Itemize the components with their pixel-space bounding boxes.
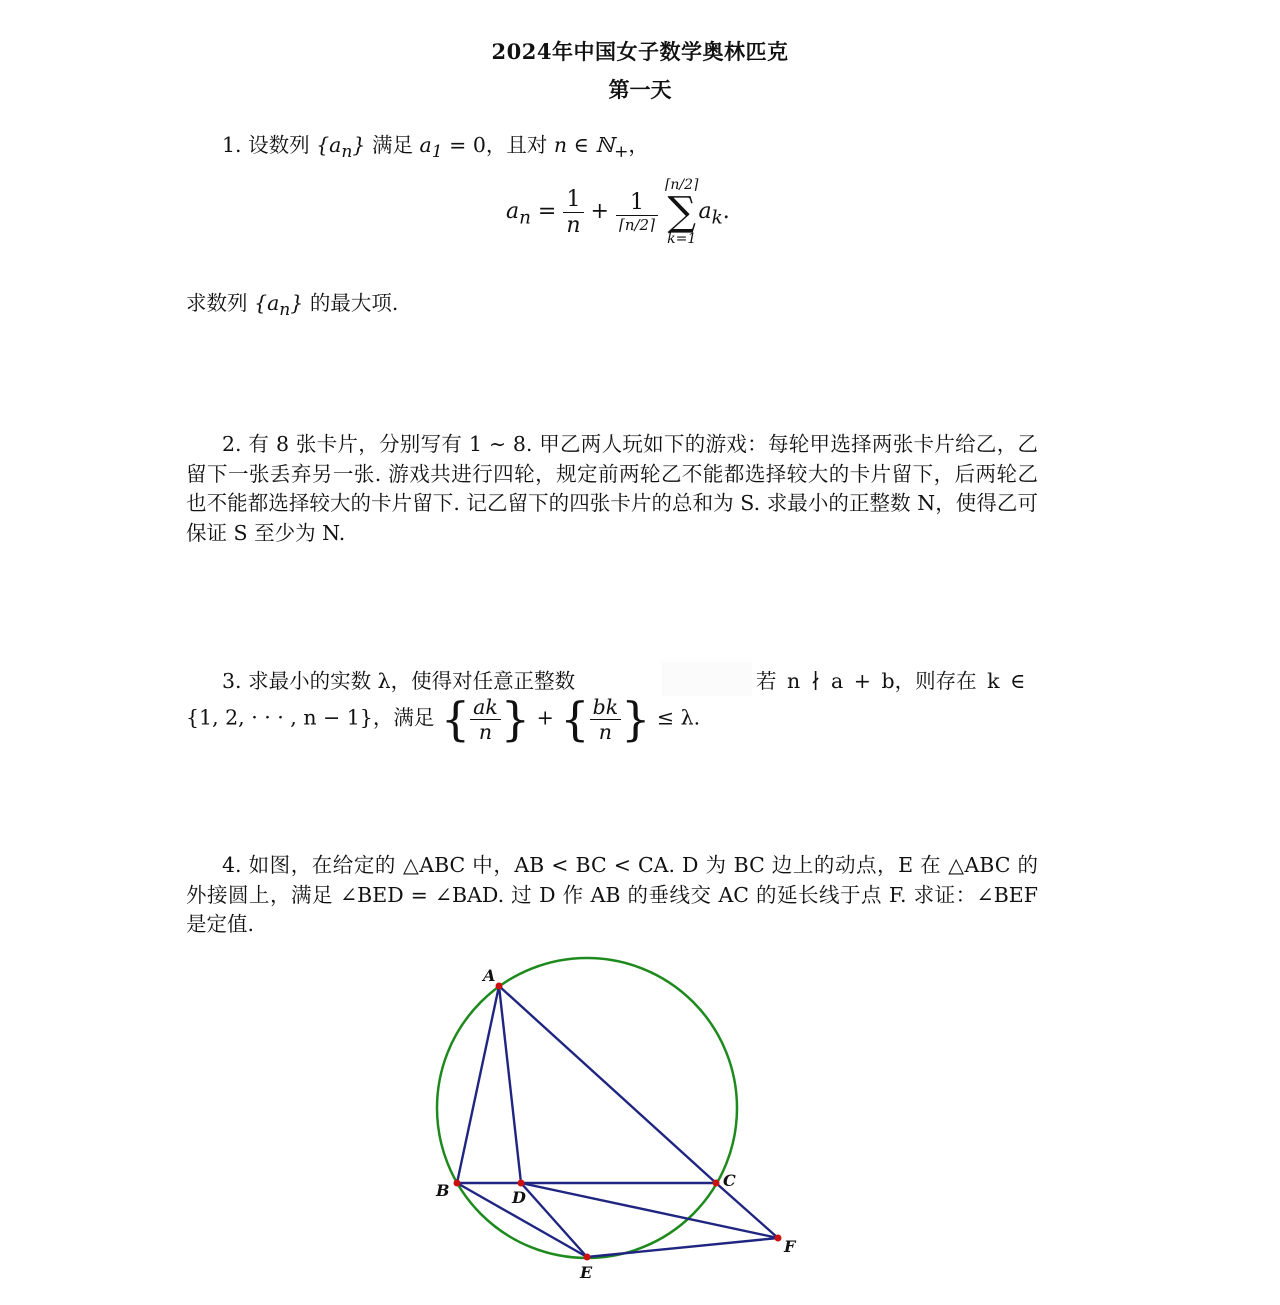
math: a [698, 199, 712, 224]
math: = 0 [442, 133, 486, 157]
label-d: D [512, 1188, 526, 1207]
point-d [518, 1180, 525, 1187]
math: {a [316, 133, 342, 157]
segment-ad [499, 986, 521, 1183]
left-brace: { [560, 692, 590, 746]
text-span: 满足 [371, 133, 413, 157]
math-sub: 1 [431, 142, 443, 163]
math: {a [254, 291, 280, 315]
numerator: ak [470, 695, 501, 720]
point-c [713, 1180, 720, 1187]
math: a [419, 133, 432, 157]
point-e [584, 1254, 591, 1261]
segment-cf [716, 1183, 778, 1238]
denominator: n [478, 719, 493, 744]
denominator: ⌈n/2⌉ [618, 216, 655, 234]
sum-lower-limit: k=1 [667, 231, 697, 247]
right-brace: } [500, 692, 531, 746]
left-brace: { [440, 692, 471, 746]
denominator: n [566, 212, 581, 238]
text-span: 的最大项. [309, 291, 399, 315]
problem-number: 1. [222, 133, 242, 157]
problem-2: 2. 有 8 张卡片，分别写有 1 ∼ 8. 甲乙两人玩如下的游戏：每轮甲选择两张卡片给乙，乙留下一张丢弃另一张. 游戏共进行四轮，规定前两轮乙不能都选择较大的卡片留下，后两轮乙也不能都选择较大的卡片留下. 记乙留下的四张卡片的总和为 S. 求最小的正整数 N，使得乙可保证 S 至少为 N. [186, 432, 1038, 545]
sigma: ∑ [667, 189, 696, 235]
numerator: bk [590, 695, 622, 720]
segment-ab [457, 986, 499, 1183]
math-sub: + [614, 142, 629, 163]
math: = [530, 199, 564, 224]
point-f [775, 1235, 782, 1242]
math-sub: k [711, 207, 723, 229]
math-sub: n [341, 142, 353, 163]
point-a [496, 983, 503, 990]
label-a: A [483, 966, 496, 985]
circumcircle [437, 958, 737, 1258]
segment-ac [499, 986, 716, 1183]
math: n ∈ ℕ [553, 133, 615, 157]
math: + [530, 705, 561, 730]
numerator: 1 [616, 190, 658, 216]
text-span: ， [628, 133, 649, 157]
problem-4: 4. 如图，在给定的 △ABC 中，AB < BC < CA. D 为 BC 边上的动点，E 在 △ABC 的外接圆上，满足 ∠BED = ∠BAD. 过 D 作 AB 的垂线交 AC 的延长线于点 F. 求证：∠BEF 是定值. [186, 853, 1038, 936]
text-span: 设数列 [248, 133, 310, 157]
right-brace: } [621, 692, 651, 746]
text-span: ，且对 [485, 133, 548, 157]
label-e: E [580, 1263, 593, 1282]
math-sub: n [279, 300, 291, 321]
label-b: B [436, 1181, 450, 1200]
problem-3-line1b: 若 n ∤ a + b，则存在 k ∈ [756, 669, 1026, 693]
label-c: C [723, 1171, 736, 1190]
numerator: 1 [563, 187, 583, 213]
point-b [454, 1180, 461, 1187]
document-title: 2024年中国女子数学奥林匹克 [491, 39, 789, 64]
math-sub: n [519, 207, 531, 229]
label-f: F [784, 1237, 796, 1256]
problem-3-line1a: 3. 求最小的实数 λ，使得对任意正整数 [222, 669, 576, 693]
text-span: {1, 2, · · · , n − 1}，满足 [186, 705, 435, 730]
text-span: 求数列 [186, 291, 248, 315]
denominator: n [598, 719, 612, 744]
sum-upper-limit: ⌈n/2⌉ [664, 177, 699, 193]
day-heading: 第一天 [608, 77, 672, 102]
math: . [722, 199, 730, 224]
math: + [590, 199, 616, 224]
math: a [506, 199, 520, 224]
math: } [352, 133, 366, 157]
segment-ef [587, 1238, 778, 1257]
math: ≤ λ. [650, 705, 701, 730]
math: } [290, 291, 304, 315]
segment-df [521, 1183, 778, 1238]
